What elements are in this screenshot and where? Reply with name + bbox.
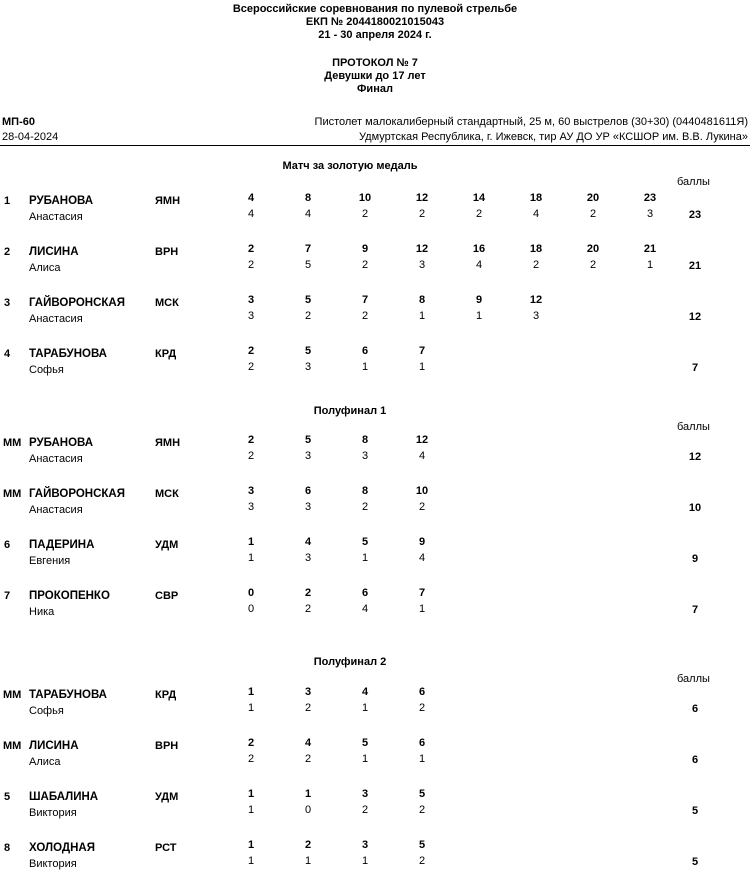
athlete-rank: ММ bbox=[3, 740, 22, 752]
athlete-firstname: Софья bbox=[29, 705, 64, 717]
series-cumulative-score: 2 bbox=[247, 434, 255, 446]
athlete-row bbox=[0, 737, 750, 776]
event-code: МП-60 bbox=[2, 116, 35, 128]
athlete-surname: ТАРАБУНОВА bbox=[29, 348, 107, 360]
series-cumulative-score: 16 bbox=[472, 243, 486, 255]
series-points: 1 bbox=[646, 259, 654, 271]
stage: Финал bbox=[357, 83, 393, 95]
athlete-surname: ШАБАЛИНА bbox=[29, 791, 99, 803]
athlete-total-points: 7 bbox=[691, 362, 699, 374]
athlete-total-points: 21 bbox=[688, 260, 702, 272]
athlete-surname: ГАЙВОРОНСКАЯ bbox=[29, 297, 125, 309]
athlete-firstname: Анастасия bbox=[29, 453, 83, 465]
series-cumulative-score: 5 bbox=[304, 294, 312, 306]
points-column-header: баллы bbox=[677, 673, 710, 685]
athlete-rank: 2 bbox=[4, 246, 11, 258]
series-cumulative-score: 5 bbox=[361, 536, 369, 548]
athlete-row bbox=[0, 434, 750, 473]
athlete-firstname: Алиса bbox=[29, 262, 61, 274]
series-cumulative-score: 18 bbox=[529, 192, 543, 204]
series-points: 2 bbox=[418, 501, 426, 513]
athlete-total-points: 9 bbox=[691, 553, 699, 565]
series-points: 1 bbox=[247, 552, 255, 564]
athlete-surname: ЛИСИНА bbox=[29, 740, 79, 752]
series-cumulative-score: 5 bbox=[304, 345, 312, 357]
series-cumulative-score: 2 bbox=[247, 345, 255, 357]
athlete-region: РСТ bbox=[155, 842, 177, 854]
athlete-rank: ММ bbox=[3, 437, 22, 449]
athlete-row bbox=[0, 243, 750, 282]
event-venue: Удмуртская Республика, г. Ижевск, тир АУ ДО УР «КСШОР им. В.В. Лукина» bbox=[359, 131, 748, 143]
athlete-total-points: 6 bbox=[691, 754, 699, 766]
series-points: 4 bbox=[418, 450, 426, 462]
series-cumulative-score: 0 bbox=[247, 587, 255, 599]
series-cumulative-score: 7 bbox=[304, 243, 312, 255]
series-cumulative-score: 6 bbox=[361, 587, 369, 599]
athlete-firstname: Софья bbox=[29, 364, 64, 376]
points-column-header: баллы bbox=[677, 421, 710, 433]
competition-dates: 21 - 30 апреля 2024 г. bbox=[318, 29, 432, 41]
series-points: 3 bbox=[304, 501, 312, 513]
series-cumulative-score: 1 bbox=[247, 536, 255, 548]
athlete-total-points: 12 bbox=[688, 311, 702, 323]
series-cumulative-score: 5 bbox=[304, 434, 312, 446]
series-cumulative-score: 4 bbox=[304, 536, 312, 548]
series-points: 1 bbox=[247, 855, 255, 867]
series-cumulative-score: 5 bbox=[361, 737, 369, 749]
athlete-total-points: 5 bbox=[691, 856, 699, 868]
series-cumulative-score: 9 bbox=[361, 243, 369, 255]
series-points: 2 bbox=[361, 208, 369, 220]
series-cumulative-score: 2 bbox=[304, 587, 312, 599]
athlete-firstname: Анастасия bbox=[29, 211, 83, 223]
series-cumulative-score: 7 bbox=[418, 587, 426, 599]
points-column-header: баллы bbox=[677, 176, 710, 188]
series-cumulative-score: 8 bbox=[361, 434, 369, 446]
series-points: 3 bbox=[646, 208, 654, 220]
section-title: Матч за золотую медаль bbox=[282, 160, 418, 172]
series-points: 3 bbox=[361, 450, 369, 462]
athlete-firstname: Виктория bbox=[29, 858, 77, 870]
header-divider bbox=[0, 145, 750, 146]
series-points: 2 bbox=[532, 259, 540, 271]
athlete-total-points: 7 bbox=[691, 604, 699, 616]
series-points: 2 bbox=[418, 855, 426, 867]
athlete-row bbox=[0, 587, 750, 626]
series-cumulative-score: 6 bbox=[418, 686, 426, 698]
series-cumulative-score: 10 bbox=[415, 485, 429, 497]
series-cumulative-score: 21 bbox=[643, 243, 657, 255]
series-cumulative-score: 6 bbox=[361, 345, 369, 357]
athlete-surname: ГАЙВОРОНСКАЯ bbox=[29, 488, 125, 500]
series-points: 1 bbox=[418, 310, 426, 322]
athlete-firstname: Анастасия bbox=[29, 504, 83, 516]
athlete-row bbox=[0, 192, 750, 231]
series-cumulative-score: 18 bbox=[529, 243, 543, 255]
athlete-firstname: Ника bbox=[29, 606, 55, 618]
series-cumulative-score: 7 bbox=[418, 345, 426, 357]
athlete-row bbox=[0, 485, 750, 524]
series-points: 3 bbox=[304, 450, 312, 462]
series-points: 2 bbox=[247, 259, 255, 271]
athlete-firstname: Виктория bbox=[29, 807, 77, 819]
ekp-number: ЕКП № 2044180021015043 bbox=[305, 16, 445, 28]
athlete-row bbox=[0, 536, 750, 575]
series-cumulative-score: 12 bbox=[529, 294, 543, 306]
athlete-row bbox=[0, 788, 750, 827]
series-cumulative-score: 6 bbox=[304, 485, 312, 497]
series-points: 1 bbox=[247, 804, 255, 816]
series-cumulative-score: 4 bbox=[304, 737, 312, 749]
series-points: 3 bbox=[247, 310, 255, 322]
series-points: 2 bbox=[247, 361, 255, 373]
series-points: 2 bbox=[361, 804, 369, 816]
athlete-total-points: 23 bbox=[688, 209, 702, 221]
series-cumulative-score: 4 bbox=[361, 686, 369, 698]
series-points: 1 bbox=[361, 702, 369, 714]
series-cumulative-score: 4 bbox=[247, 192, 255, 204]
event-title: Пистолет малокалиберный стандартный, 25 м, 60 выстрелов (30+30) (0440481611Я) bbox=[314, 116, 748, 128]
series-cumulative-score: 3 bbox=[361, 839, 369, 851]
series-cumulative-score: 2 bbox=[247, 243, 255, 255]
series-points: 4 bbox=[532, 208, 540, 220]
series-cumulative-score: 3 bbox=[304, 686, 312, 698]
athlete-rank: ММ bbox=[3, 689, 22, 701]
athlete-surname: ХОЛОДНАЯ bbox=[29, 842, 95, 854]
series-points: 1 bbox=[361, 855, 369, 867]
series-points: 2 bbox=[418, 208, 426, 220]
series-cumulative-score: 1 bbox=[247, 788, 255, 800]
series-points: 2 bbox=[361, 501, 369, 513]
athlete-region: МСК bbox=[155, 297, 179, 309]
series-cumulative-score: 7 bbox=[361, 294, 369, 306]
series-points: 2 bbox=[361, 310, 369, 322]
series-points: 3 bbox=[304, 361, 312, 373]
athlete-rank: ММ bbox=[3, 488, 22, 500]
competition-title: Всероссийские соревнования по пулевой стрельбе bbox=[232, 3, 518, 15]
series-points: 4 bbox=[475, 259, 483, 271]
series-points: 3 bbox=[247, 501, 255, 513]
athlete-region: ЯМН bbox=[155, 195, 181, 207]
series-cumulative-score: 3 bbox=[247, 485, 255, 497]
athlete-region: ВРН bbox=[155, 740, 179, 752]
series-cumulative-score: 12 bbox=[415, 243, 429, 255]
series-points: 3 bbox=[532, 310, 540, 322]
athlete-region: СВР bbox=[155, 590, 179, 602]
series-points: 1 bbox=[361, 361, 369, 373]
series-points: 2 bbox=[304, 310, 312, 322]
series-points: 3 bbox=[418, 259, 426, 271]
athlete-total-points: 10 bbox=[688, 502, 702, 514]
athlete-surname: ПАДЕРИНА bbox=[29, 539, 95, 551]
series-points: 1 bbox=[304, 855, 312, 867]
athlete-region: КРД bbox=[155, 689, 177, 701]
series-points: 3 bbox=[304, 552, 312, 564]
series-points: 4 bbox=[361, 603, 369, 615]
athlete-row bbox=[0, 294, 750, 333]
series-cumulative-score: 3 bbox=[361, 788, 369, 800]
athlete-surname: ЛИСИНА bbox=[29, 246, 79, 258]
athlete-surname: РУБАНОВА bbox=[29, 437, 94, 449]
series-points: 2 bbox=[361, 259, 369, 271]
series-points: 2 bbox=[247, 753, 255, 765]
athlete-total-points: 12 bbox=[688, 451, 702, 463]
athlete-region: ВРН bbox=[155, 246, 179, 258]
athlete-rank: 6 bbox=[4, 539, 11, 551]
series-points: 1 bbox=[418, 603, 426, 615]
series-cumulative-score: 3 bbox=[247, 294, 255, 306]
athlete-row bbox=[0, 839, 750, 878]
series-cumulative-score: 9 bbox=[475, 294, 483, 306]
series-cumulative-score: 8 bbox=[304, 192, 312, 204]
series-points: 1 bbox=[247, 702, 255, 714]
athlete-region: ЯМН bbox=[155, 437, 181, 449]
athlete-firstname: Анастасия bbox=[29, 313, 83, 325]
series-cumulative-score: 9 bbox=[418, 536, 426, 548]
athlete-region: КРД bbox=[155, 348, 177, 360]
series-points: 0 bbox=[247, 603, 255, 615]
series-points: 2 bbox=[304, 753, 312, 765]
athlete-rank: 7 bbox=[4, 590, 11, 602]
series-cumulative-score: 10 bbox=[358, 192, 372, 204]
series-cumulative-score: 23 bbox=[643, 192, 657, 204]
athlete-surname: ТАРАБУНОВА bbox=[29, 689, 107, 701]
series-cumulative-score: 1 bbox=[247, 686, 255, 698]
series-points: 2 bbox=[304, 603, 312, 615]
series-points: 2 bbox=[589, 208, 597, 220]
series-points: 2 bbox=[475, 208, 483, 220]
series-points: 4 bbox=[304, 208, 312, 220]
athlete-rank: 5 bbox=[4, 791, 11, 803]
section-title: Полуфинал 2 bbox=[313, 656, 387, 668]
series-cumulative-score: 5 bbox=[418, 839, 426, 851]
series-points: 1 bbox=[418, 361, 426, 373]
series-cumulative-score: 8 bbox=[418, 294, 426, 306]
athlete-firstname: Евгения bbox=[29, 555, 71, 567]
series-points: 2 bbox=[418, 804, 426, 816]
event-date: 28-04-2024 bbox=[2, 131, 59, 143]
series-points: 1 bbox=[475, 310, 483, 322]
category: Девушки до 17 лет bbox=[324, 70, 426, 82]
athlete-rank: 4 bbox=[4, 348, 11, 360]
athlete-rank: 8 bbox=[4, 842, 11, 854]
series-points: 2 bbox=[304, 702, 312, 714]
series-points: 1 bbox=[361, 753, 369, 765]
athlete-firstname: Алиса bbox=[29, 756, 61, 768]
series-cumulative-score: 20 bbox=[586, 243, 600, 255]
series-cumulative-score: 5 bbox=[418, 788, 426, 800]
series-cumulative-score: 1 bbox=[247, 839, 255, 851]
series-points: 2 bbox=[589, 259, 597, 271]
series-cumulative-score: 2 bbox=[247, 737, 255, 749]
series-points: 1 bbox=[361, 552, 369, 564]
athlete-rank: 1 bbox=[4, 195, 11, 207]
series-cumulative-score: 12 bbox=[415, 434, 429, 446]
series-cumulative-score: 6 bbox=[418, 737, 426, 749]
series-points: 0 bbox=[304, 804, 312, 816]
section-title: Полуфинал 1 bbox=[313, 405, 387, 417]
athlete-region: МСК bbox=[155, 488, 179, 500]
series-cumulative-score: 20 bbox=[586, 192, 600, 204]
protocol-number: ПРОТОКОЛ № 7 bbox=[332, 57, 418, 69]
series-cumulative-score: 14 bbox=[472, 192, 486, 204]
athlete-total-points: 5 bbox=[691, 805, 699, 817]
athlete-row bbox=[0, 686, 750, 725]
series-points: 2 bbox=[247, 450, 255, 462]
athlete-region: УДМ bbox=[155, 539, 179, 551]
athlete-row bbox=[0, 345, 750, 384]
series-cumulative-score: 1 bbox=[304, 788, 312, 800]
athlete-surname: РУБАНОВА bbox=[29, 195, 94, 207]
series-points: 4 bbox=[418, 552, 426, 564]
series-points: 1 bbox=[418, 753, 426, 765]
series-points: 4 bbox=[247, 208, 255, 220]
series-points: 5 bbox=[304, 259, 312, 271]
series-cumulative-score: 8 bbox=[361, 485, 369, 497]
series-cumulative-score: 2 bbox=[304, 839, 312, 851]
athlete-surname: ПРОКОПЕНКО bbox=[29, 590, 110, 602]
athlete-rank: 3 bbox=[4, 297, 11, 309]
series-points: 2 bbox=[418, 702, 426, 714]
athlete-region: УДМ bbox=[155, 791, 179, 803]
athlete-total-points: 6 bbox=[691, 703, 699, 715]
series-cumulative-score: 12 bbox=[415, 192, 429, 204]
